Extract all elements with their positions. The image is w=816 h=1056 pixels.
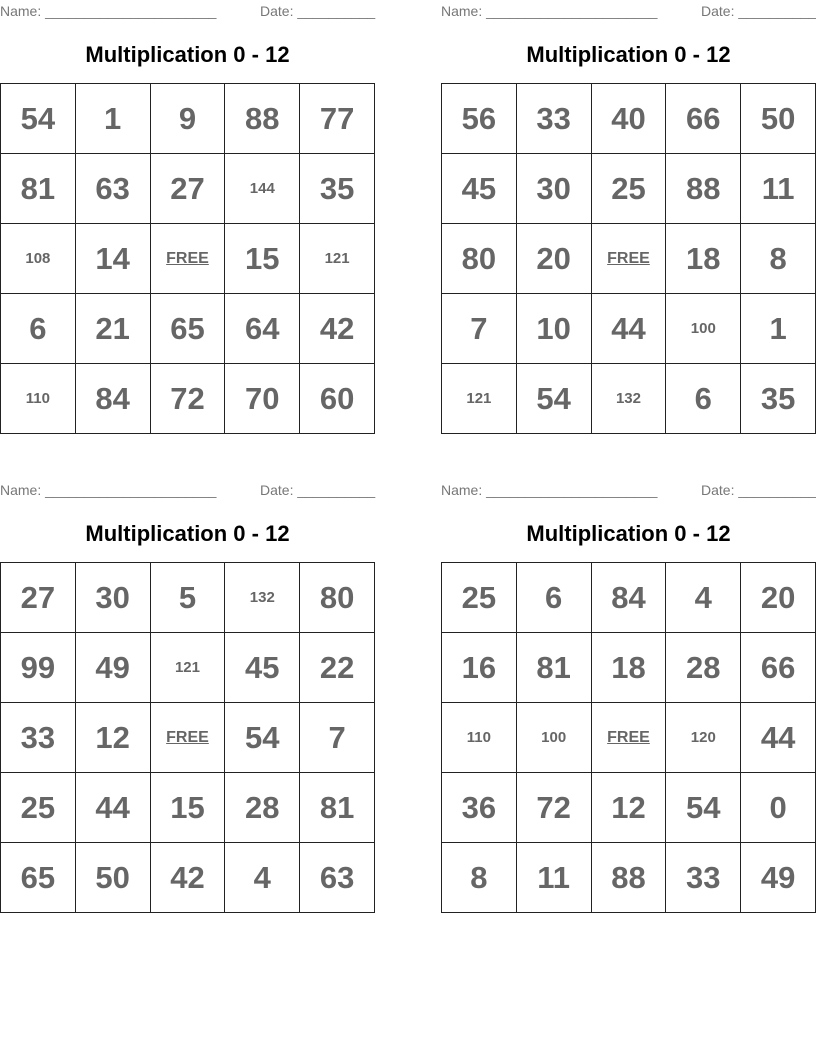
- card-title: Multiplication 0 - 12: [85, 42, 290, 67]
- bingo-cell: 49: [75, 633, 150, 703]
- bingo-cell: 7: [300, 703, 375, 773]
- bingo-cell: 9: [150, 84, 225, 154]
- bingo-cell: 88: [225, 84, 300, 154]
- bingo-cell: 65: [150, 294, 225, 364]
- bingo-cell: 99: [1, 633, 76, 703]
- bingo-cell: 33: [516, 84, 591, 154]
- bingo-cell: 44: [591, 294, 666, 364]
- date-field-label: Date: __________: [701, 3, 816, 19]
- bingo-grid: [0, 562, 375, 913]
- bingo-cell: 63: [75, 154, 150, 224]
- bingo-cell: 80: [300, 563, 375, 633]
- bingo-card-4: [441, 479, 816, 895]
- bingo-cell: 64: [225, 294, 300, 364]
- bingo-cell: 100: [666, 294, 741, 364]
- date-field-label: Date: __________: [260, 482, 376, 498]
- bingo-cell: 121: [150, 633, 225, 703]
- bingo-cell: 16: [442, 633, 517, 703]
- bingo-cell: 1: [741, 294, 816, 364]
- bingo-cell: 25: [442, 563, 517, 633]
- bingo-cell: 80: [442, 224, 517, 294]
- grid-row: [442, 364, 816, 434]
- bingo-cell: 110: [1, 364, 76, 434]
- bingo-cell: 28: [225, 773, 300, 843]
- bingo-grid: [0, 83, 375, 434]
- bingo-cell: 5: [150, 563, 225, 633]
- bingo-cell: 121: [300, 224, 375, 294]
- bingo-cell: 10: [516, 294, 591, 364]
- bingo-card-1: [0, 0, 376, 416]
- free-space-cell: FREE: [591, 224, 666, 294]
- name-field-label: Name: ______________________: [441, 482, 658, 498]
- grid-row: [442, 633, 816, 703]
- bingo-cell: 70: [225, 364, 300, 434]
- free-space-cell: FREE: [150, 224, 225, 294]
- bingo-cell: 12: [591, 773, 666, 843]
- bingo-cell: 0: [741, 773, 816, 843]
- bingo-cell: 50: [75, 843, 150, 913]
- bingo-cell: 84: [75, 364, 150, 434]
- bingo-cell: 25: [1, 773, 76, 843]
- bingo-cell: 81: [1, 154, 76, 224]
- bingo-cell: 30: [516, 154, 591, 224]
- bingo-cell: 22: [300, 633, 375, 703]
- bingo-cell: 4: [225, 843, 300, 913]
- bingo-cell: 6: [1, 294, 76, 364]
- grid-row: [1, 563, 375, 633]
- bingo-cell: 100: [516, 703, 591, 773]
- bingo-cell: 54: [1, 84, 76, 154]
- bingo-cell: 44: [75, 773, 150, 843]
- bingo-cell: 27: [1, 563, 76, 633]
- grid-row: [1, 154, 375, 224]
- bingo-cell: 15: [150, 773, 225, 843]
- grid-row: [1, 843, 375, 913]
- bingo-cell: 40: [591, 84, 666, 154]
- bingo-cell: 81: [300, 773, 375, 843]
- bingo-cell: 49: [741, 843, 816, 913]
- grid-row: [442, 294, 816, 364]
- name-field-label: Name: ______________________: [0, 3, 217, 19]
- bingo-cell: 54: [516, 364, 591, 434]
- meta-row: [0, 0, 375, 22]
- free-space-cell: FREE: [150, 703, 225, 773]
- bingo-cell: 8: [442, 843, 517, 913]
- grid-row: [442, 773, 816, 843]
- bingo-cell: 110: [442, 703, 517, 773]
- bingo-cell: 42: [150, 843, 225, 913]
- bingo-cell: 25: [591, 154, 666, 224]
- bingo-cell: 120: [666, 703, 741, 773]
- grid-row: [442, 843, 816, 913]
- meta-row: [441, 479, 816, 501]
- bingo-cell: 21: [75, 294, 150, 364]
- bingo-cell: 60: [300, 364, 375, 434]
- bingo-cell: 44: [741, 703, 816, 773]
- date-field-label: Date: __________: [701, 482, 816, 498]
- grid-row: [1, 224, 375, 294]
- bingo-cell: 18: [666, 224, 741, 294]
- grid-row: [1, 633, 375, 703]
- bingo-cell: 6: [516, 563, 591, 633]
- bingo-cell: 50: [741, 84, 816, 154]
- bingo-cell: 132: [591, 364, 666, 434]
- bingo-cell: 132: [225, 563, 300, 633]
- bingo-cell: 11: [741, 154, 816, 224]
- bingo-cell: 35: [300, 154, 375, 224]
- free-space-cell: FREE: [591, 703, 666, 773]
- grid-row: [1, 84, 375, 154]
- bingo-cell: 12: [75, 703, 150, 773]
- bingo-cell: 56: [442, 84, 517, 154]
- bingo-cell: 11: [516, 843, 591, 913]
- bingo-card-2: [441, 0, 816, 416]
- card-title: Multiplication 0 - 12: [526, 521, 731, 546]
- bingo-cell: 54: [225, 703, 300, 773]
- grid-row: [1, 773, 375, 843]
- bingo-cell: 8: [741, 224, 816, 294]
- name-field-label: Name: ______________________: [441, 3, 658, 19]
- bingo-cell: 7: [442, 294, 517, 364]
- bingo-cell: 77: [300, 84, 375, 154]
- bingo-cell: 15: [225, 224, 300, 294]
- card-title: Multiplication 0 - 12: [526, 42, 731, 67]
- bingo-cell: 4: [666, 563, 741, 633]
- bingo-cell: 81: [516, 633, 591, 703]
- grid-row: [1, 294, 375, 364]
- bingo-cell: 54: [666, 773, 741, 843]
- bingo-cell: 27: [150, 154, 225, 224]
- grid-row: [442, 154, 816, 224]
- grid-row: [442, 84, 816, 154]
- bingo-cell: 35: [741, 364, 816, 434]
- bingo-cell: 88: [666, 154, 741, 224]
- bingo-cell: 20: [741, 563, 816, 633]
- bingo-cell: 45: [442, 154, 517, 224]
- date-field-label: Date: __________: [260, 3, 376, 19]
- bingo-cell: 66: [666, 84, 741, 154]
- bingo-cell: 14: [75, 224, 150, 294]
- bingo-cell: 45: [225, 633, 300, 703]
- bingo-cell: 144: [225, 154, 300, 224]
- bingo-cell: 88: [591, 843, 666, 913]
- bingo-cell: 84: [591, 563, 666, 633]
- bingo-cell: 33: [666, 843, 741, 913]
- grid-row: [442, 224, 816, 294]
- bingo-cell: 36: [442, 773, 517, 843]
- bingo-cell: 18: [591, 633, 666, 703]
- bingo-cell: 63: [300, 843, 375, 913]
- bingo-cell: 42: [300, 294, 375, 364]
- bingo-cell: 33: [1, 703, 76, 773]
- name-field-label: Name: ______________________: [0, 482, 217, 498]
- bingo-cell: 20: [516, 224, 591, 294]
- grid-row: [442, 563, 816, 633]
- bingo-card-3: [0, 479, 376, 895]
- grid-row: [1, 703, 375, 773]
- meta-row: [0, 479, 375, 501]
- bingo-cell: 30: [75, 563, 150, 633]
- bingo-cell: 121: [442, 364, 517, 434]
- bingo-cell: 28: [666, 633, 741, 703]
- bingo-cell: 108: [1, 224, 76, 294]
- card-title: Multiplication 0 - 12: [85, 521, 290, 546]
- bingo-cell: 66: [741, 633, 816, 703]
- grid-row: [442, 703, 816, 773]
- grid-row: [1, 364, 375, 434]
- bingo-grid: [441, 83, 816, 434]
- bingo-grid: [441, 562, 816, 913]
- bingo-cell: 65: [1, 843, 76, 913]
- meta-row: [441, 0, 816, 22]
- bingo-cell: 1: [75, 84, 150, 154]
- bingo-cell: 6: [666, 364, 741, 434]
- bingo-cell: 72: [150, 364, 225, 434]
- bingo-cell: 72: [516, 773, 591, 843]
